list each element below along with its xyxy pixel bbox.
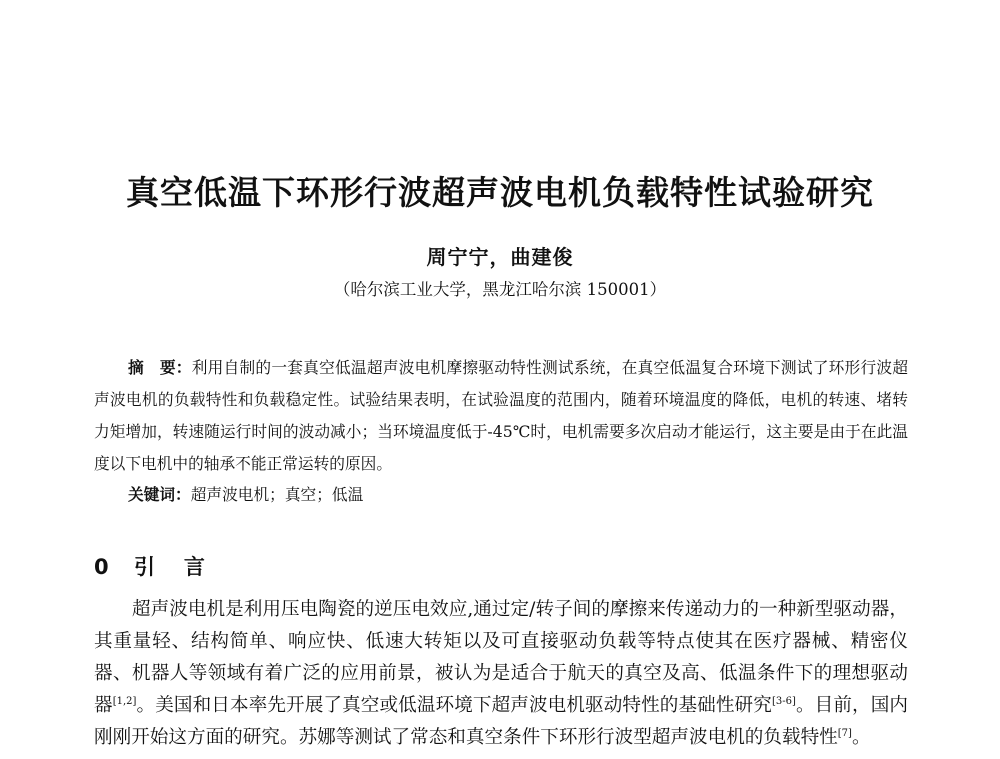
paper-authors: 周宁宁，曲建俊 (426, 245, 574, 269)
keywords-text: 超声波电机；真空；低温 (190, 485, 364, 504)
body-text-segment-3: 。目前，国内刚刚开始这方面的研究。苏娜等测试了常态和真空条件下环形行波型超声波电机的负载特性 (94, 695, 908, 748)
keywords (128, 482, 908, 508)
citation-ref-1-2[interactable]: [1,2] (112, 695, 137, 707)
body-text-segment-4: 。 (851, 727, 871, 748)
section-heading (94, 552, 209, 582)
paper-affiliation: （哈尔滨工业大学，黑龙江哈尔滨 150001） (333, 280, 667, 299)
abstract (94, 352, 908, 480)
body-text-segment-2: 。美国和日本率先开展了真空或低温环境下超声波电机驱动特性的基础性研究 (136, 695, 772, 716)
keywords-label: 关键词： (128, 485, 191, 504)
body-text-segment-1: 超声波电机是利用压电陶瓷的逆压电效应,通过定/转子间的摩擦来传递动力的一种新型驱动器，其重量轻、结构简单、响应快、低速大转矩以及可直接驱动负载等特点使其在医疗器械、精密仪器、机器人等领域有着广泛的应用前景，被认为是适合于航天的真空及高、低温条件下的理想驱动器 (94, 599, 908, 716)
citation-ref-7[interactable]: [7] (837, 727, 852, 739)
abstract-text: 利用自制的一套真空低温超声波电机摩擦驱动特性测试系统，在真空低温复合环境下测试了环形行波超声波电机的负载特性和负载稳定性。试验结果表明，在试验温度的范围内，随着环境温度的降低，电机的转速、堵转力矩增加，转速随运行时间的波动减小；当环境温度低于-45℃时，电机需要多次启动才能运行，这主要是由于在此温度以下电机中的轴承不能正常运转的原因。 (94, 358, 909, 473)
abstract-label: 摘 要： (128, 358, 192, 377)
section-number: 0 (94, 555, 113, 579)
section-title: 引 言 (133, 555, 209, 579)
citation-ref-3-6[interactable]: [3-6] (771, 695, 796, 707)
body-paragraph (94, 594, 908, 754)
paper-title: 真空低温下环形行波超声波电机负载特性试验研究 (126, 173, 874, 212)
